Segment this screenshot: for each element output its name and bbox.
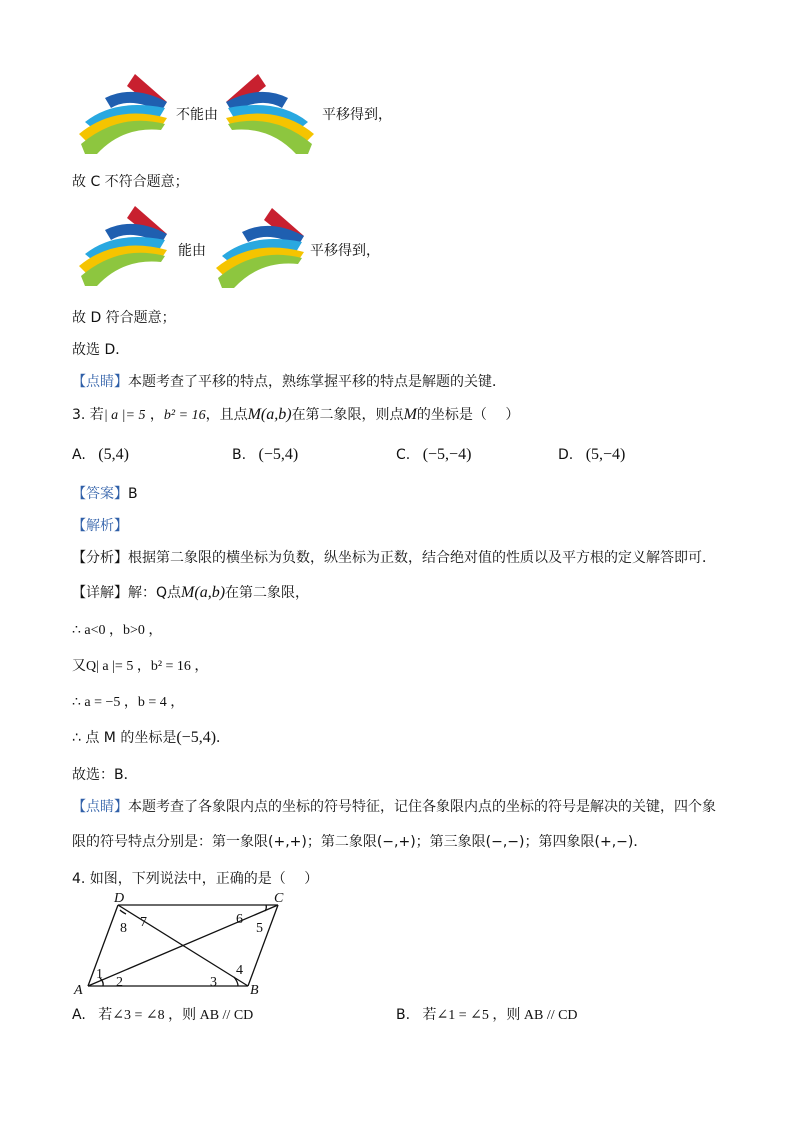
dianjing-text: 本题考查了平移的特点，熟练掌握平移的特点是解题的关键． (128, 374, 506, 390)
xiangjie (72, 582, 309, 602)
fig-row2-text-after: 平移得到， (310, 243, 380, 259)
dianjing-2-line2: 限的符号特点分别是：第一象限(+,+)；第二象限(−,+)；第三象限(−,−)；第四象限(+,−)． (72, 834, 648, 850)
angle-1: 1 (96, 967, 103, 982)
option-value: (5,−4) (585, 446, 626, 463)
answer-text: B (128, 486, 138, 502)
logo-figure-translated (212, 206, 308, 290)
step-1: ∴ a<0 ，b>0 ， (72, 623, 163, 638)
choice-d: 故选 D． (72, 342, 130, 358)
angle-8: 8 (120, 921, 127, 936)
fenxi (72, 547, 716, 567)
option-text: 若∠1 = ∠5 ，则 AB // CD (422, 1008, 578, 1023)
step-4 (72, 727, 230, 747)
angle-5: 5 (256, 921, 263, 936)
logo-figure-original (75, 72, 171, 156)
xiangjie-tag: 【详解】 (72, 585, 128, 601)
option-label: A. (72, 447, 86, 463)
q3-option-d[interactable] (558, 446, 625, 464)
option-text: 若∠3 = ∠8 ，则 AB // CD (98, 1008, 254, 1023)
vertex-d: D (114, 891, 125, 906)
dianjing2-tag: 【点睛】 (72, 799, 128, 815)
dianjing-1 (72, 371, 506, 391)
q3-option-b[interactable] (232, 446, 298, 464)
logo-figure-original-2 (75, 204, 171, 288)
q4-stem: 4. 如图，下列说法中，正确的是（ ） (72, 871, 319, 887)
q3-stem: 3. 若| a |= 5 ，b² = 16，且点M(a,b)在第二象限，则点M的坐标是（ ） (72, 406, 520, 423)
line-d: 故 D 符合题意； (72, 310, 176, 326)
fig-row2-text-between: 能由 (178, 243, 206, 259)
step4-end: ． (216, 730, 231, 746)
q3-mid: ，且点 (205, 407, 248, 423)
q4-option-b[interactable] (396, 1004, 578, 1024)
fig-row1-text-after: 平移得到， (322, 107, 392, 123)
fenxi-tag: 【分析】 (72, 550, 128, 566)
xiangjie-text-a: 解：Q点 (128, 585, 182, 601)
vertex-b: B (250, 983, 259, 998)
xiangjie-point: M(a,b) (181, 584, 226, 601)
dianjing-2-line1 (72, 796, 716, 816)
q3-point: M(a,b) (247, 406, 292, 423)
q3-abs-a: | a |= 5 (103, 408, 146, 423)
answer-tag: 【答案】 (72, 486, 128, 502)
step-2: 又Q| a |= 5 ，b² = 16 ， (72, 659, 209, 674)
vertex-a: A (74, 983, 83, 998)
jiexi (72, 515, 128, 535)
option-value: (5,4) (98, 446, 129, 463)
option-label: A. (72, 1007, 86, 1023)
option-label: B. (232, 447, 247, 463)
q3-option-c[interactable] (396, 446, 471, 464)
option-label: B. (396, 1007, 411, 1023)
q3-suffix: 在第二象限，则点 (291, 407, 404, 423)
q3-prefix: 3. 若 (72, 407, 104, 423)
step4-point: (−5,4) (176, 729, 217, 746)
angle-2: 2 (116, 975, 123, 990)
angle-7: 7 (140, 915, 147, 930)
fig-row1-text-between: 不能由 (176, 107, 218, 123)
jiexi-tag: 【解析】 (72, 518, 128, 534)
angle-4: 4 (236, 963, 243, 978)
xiangjie-text-b: 在第二象限， (225, 585, 310, 601)
dianjing-tag: 【点睛】 (72, 374, 128, 390)
logo-figure-mirrored (222, 72, 318, 156)
vertex-c: C (274, 891, 284, 906)
option-value: (−5,−4) (422, 446, 472, 463)
line-c: 故 C 不符合题意； (72, 174, 189, 190)
option-label: C. (396, 447, 411, 463)
q4-option-a[interactable] (72, 1004, 253, 1024)
angle-3: 3 (210, 975, 217, 990)
q3-point-m: M (403, 406, 417, 423)
step-3: ∴ a = −5 ，b = 4 ， (72, 695, 185, 710)
parallelogram-figure (70, 890, 300, 1000)
q3-option-a[interactable] (72, 446, 129, 464)
angle-6: 6 (236, 912, 243, 927)
dianjing2-line1-text: 本题考查了各象限内点的坐标的符号特征，记住各象限内点的坐标的符号是解决的关键，四个象 (128, 799, 716, 815)
q3-b-sq: b² = 16 (163, 408, 206, 423)
step4-text: ∴ 点 M 的坐标是 (72, 730, 177, 746)
fenxi-text: 根据第二象限的横坐标为负数，纵坐标为正数，结合绝对值的性质以及平方根的定义解答即可． (128, 550, 716, 566)
choice-b: 故选：B． (72, 767, 138, 783)
option-value: (−5,4) (258, 446, 299, 463)
q3-end: 的坐标是（ ） (416, 407, 520, 423)
answer (72, 483, 138, 503)
option-label: D. (558, 447, 574, 463)
